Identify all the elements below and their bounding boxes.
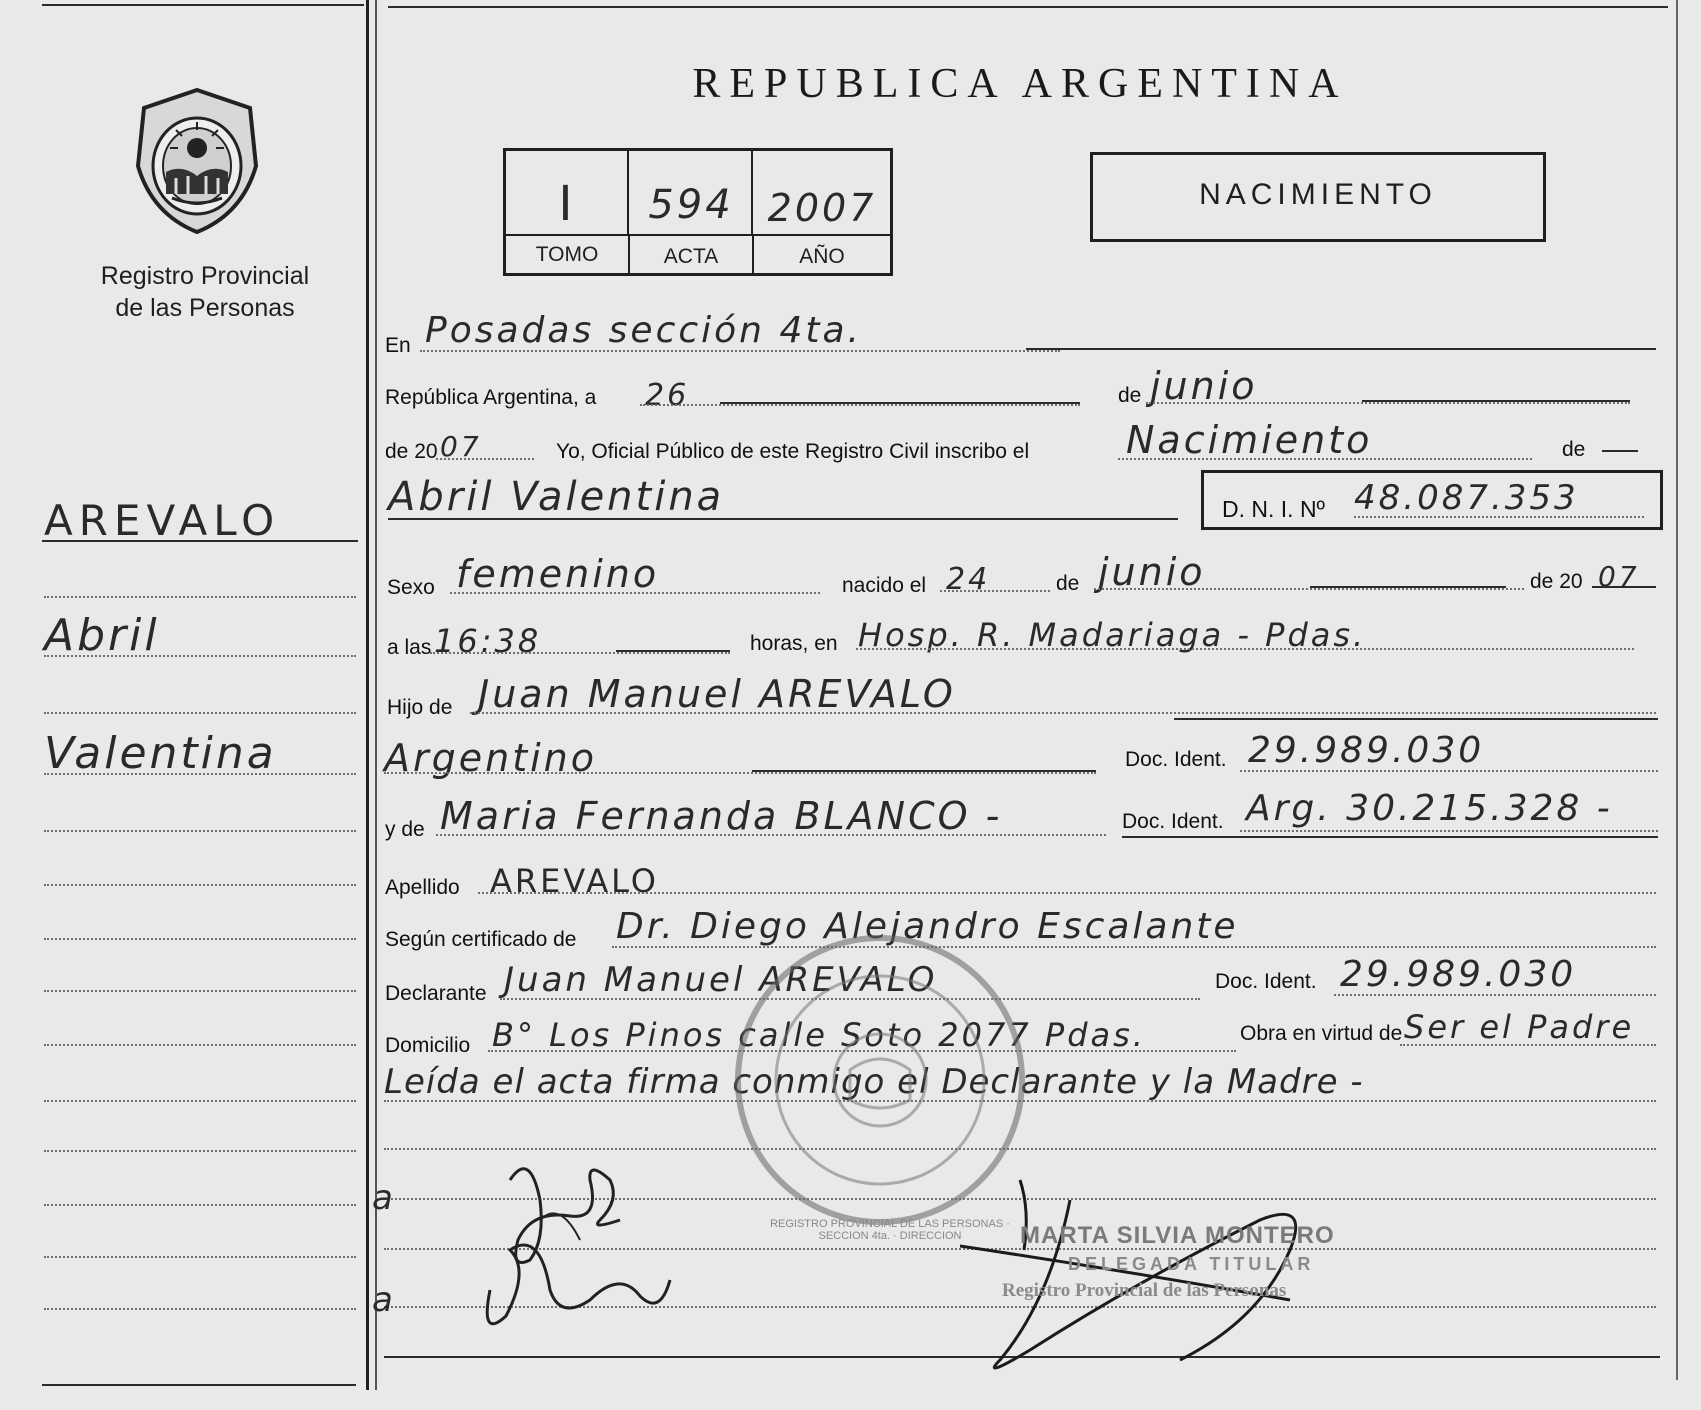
field-obra: Ser el Padre <box>1404 1008 1635 1046</box>
row-line <box>384 772 1096 774</box>
label-a-las: a las <box>387 636 432 659</box>
label-republica: República Argentina, a <box>385 386 597 409</box>
row-line <box>1146 402 1630 404</box>
row-line <box>940 590 1050 592</box>
row-line <box>1118 458 1532 460</box>
official-registry: Registro Provincial de las Personas <box>1002 1280 1287 1301</box>
signature-marker-2: a <box>372 1280 396 1320</box>
margin-line <box>44 596 356 598</box>
acta-label: ACTA <box>663 245 719 268</box>
row-line-solid <box>1362 400 1630 402</box>
row-line <box>1240 830 1658 832</box>
row-line <box>478 892 1656 894</box>
row-line <box>436 458 534 460</box>
label-nacido-el: nacido el <box>842 574 927 597</box>
margin-surname-rule <box>42 540 358 542</box>
document-type: NACIMIENTO <box>1199 178 1437 211</box>
field-nombre: Abril Valentina <box>388 474 725 520</box>
field-lugar: Posadas sección 4ta. <box>425 310 862 351</box>
row-line <box>1240 770 1658 772</box>
margin-line <box>44 1256 356 1258</box>
row-line <box>436 834 1106 836</box>
row-line <box>1094 588 1524 590</box>
label-sexo: Sexo <box>387 576 435 599</box>
margin-name2: Valentina <box>44 728 277 779</box>
label-apellido: Apellido <box>385 876 460 899</box>
row-line <box>420 350 1060 352</box>
field-doc-madre: Arg. 30.215.328 - <box>1246 788 1613 829</box>
margin-name1: Abril <box>44 610 160 661</box>
row-line <box>1334 994 1656 996</box>
row-line-solid <box>720 402 1080 404</box>
signature-marker-1: a <box>372 1178 396 1218</box>
row-line <box>450 592 820 594</box>
label-en: En <box>385 334 411 357</box>
anio-value: 2007 <box>767 186 877 230</box>
field-domicilio: B° Los Pinos calle Soto 2077 Pdas. <box>492 1016 1146 1054</box>
field-mes: junio <box>1150 364 1258 408</box>
row-line-solid <box>1174 718 1658 720</box>
margin-line <box>44 1044 356 1046</box>
margin-line <box>44 773 356 775</box>
official-title: DELEGADA TITULAR <box>1068 1254 1315 1274</box>
label-dni: D. N. I. Nº <box>1222 496 1325 522</box>
row-line <box>856 648 1634 650</box>
row-line-solid <box>1026 348 1656 350</box>
label-segun: Según certificado de <box>385 928 577 951</box>
field-nacionalidad: Argentino <box>384 736 597 780</box>
label-domicilio: Domicilio <box>385 1034 471 1057</box>
tomo-value: I <box>558 176 576 232</box>
field-dia: 26 <box>645 378 690 413</box>
registry-name-line1: Registro Provincial <box>100 262 310 290</box>
anio-label: AÑO <box>799 245 845 268</box>
left-bottom-rule <box>42 1384 356 1386</box>
field-nacido-mes: junio <box>1098 550 1206 594</box>
field-nacido-dia: 24 <box>946 562 991 597</box>
label-de-20b: de 20 <box>1530 570 1583 593</box>
field-padre: Juan Manuel AREVALO <box>478 672 956 716</box>
field-doc-padre: 29.989.030 <box>1248 730 1485 771</box>
field-certificado: Dr. Diego Alejandro Escalante <box>616 906 1239 947</box>
row-line <box>470 712 1656 714</box>
left-column-divider <box>366 0 369 1390</box>
stamp-text: REGISTRO PROVINCIAL DE LAS PERSONAS · SECCION 4ta. · DIRECCION <box>770 1218 1010 1242</box>
field-nacido-anio: 07 <box>1598 560 1640 593</box>
left-top-rule <box>42 4 364 6</box>
row-line-solid <box>388 518 1178 520</box>
field-acto: Nacimiento <box>1126 418 1373 462</box>
row-line <box>430 652 730 654</box>
label-de3: de <box>1056 572 1080 595</box>
right-border <box>1676 0 1678 1380</box>
label-obra: Obra en virtud de <box>1240 1022 1403 1045</box>
field-sexo: femenino <box>456 552 660 596</box>
row-line-solid <box>1592 586 1656 588</box>
row-line-solid <box>1602 450 1638 452</box>
margin-line <box>44 1308 356 1310</box>
margin-line <box>44 1150 356 1152</box>
registry-name-line2: de las Personas <box>115 294 295 322</box>
label-de: de <box>1118 384 1142 407</box>
label-y-de: y de <box>385 818 425 841</box>
field-apellido: AREVALO <box>490 862 659 900</box>
field-doc-declarante: 29.989.030 <box>1340 954 1577 995</box>
official-name: MARTA SILVIA MONTERO <box>1020 1222 1335 1249</box>
label-doc-ident3: Doc. Ident. <box>1215 970 1317 993</box>
margin-line <box>44 938 356 940</box>
row-line <box>1354 516 1644 518</box>
margin-line <box>44 830 356 832</box>
margin-line <box>44 1204 356 1206</box>
margin-line <box>44 712 356 714</box>
margin-surname: AREVALO <box>44 496 281 545</box>
label-hijo-de: Hijo de <box>387 696 453 719</box>
declarant-signature <box>470 1120 700 1350</box>
label-doc-ident2: Doc. Ident. <box>1122 810 1224 833</box>
row-line <box>1400 1044 1656 1046</box>
misiones-seal <box>132 86 262 236</box>
margin-line <box>44 655 356 657</box>
label-yo: Yo, Oficial Público de este Registro Civil inscribo el <box>556 440 1030 463</box>
row-line <box>640 404 1080 406</box>
row-line-solid <box>616 650 730 652</box>
field-lugar-nac: Hosp. R. Madariaga - Pdas. <box>858 616 1367 654</box>
country-title: REPUBLICA ARGENTINA <box>692 61 1348 107</box>
margin-line <box>44 1100 356 1102</box>
label-de2: de <box>1562 438 1586 461</box>
field-hora: 16:38 <box>434 622 542 660</box>
margin-line <box>44 884 356 886</box>
field-madre: Maria Fernanda BLANCO - <box>440 794 1003 838</box>
label-horas-en: horas, en <box>750 632 838 655</box>
tomo-label: TOMO <box>535 243 599 266</box>
main-top-rule <box>388 6 1668 8</box>
row-line-solid <box>752 770 1096 772</box>
row-line-solid <box>1122 836 1658 838</box>
label-de-20: de 20 <box>385 440 438 463</box>
label-declarante: Declarante <box>385 982 487 1005</box>
acta-value: 594 <box>648 182 734 228</box>
field-anio-suffix: 07 <box>440 430 482 463</box>
field-declarante: Juan Manuel AREVALO <box>504 960 938 1000</box>
label-doc-ident1: Doc. Ident. <box>1125 748 1227 771</box>
margin-line <box>44 990 356 992</box>
field-leida: Leída el acta firma conmigo el Declarante y la Madre - <box>384 1062 1364 1102</box>
row-line-solid <box>1310 586 1506 588</box>
field-dni: 48.087.353 <box>1354 478 1579 518</box>
